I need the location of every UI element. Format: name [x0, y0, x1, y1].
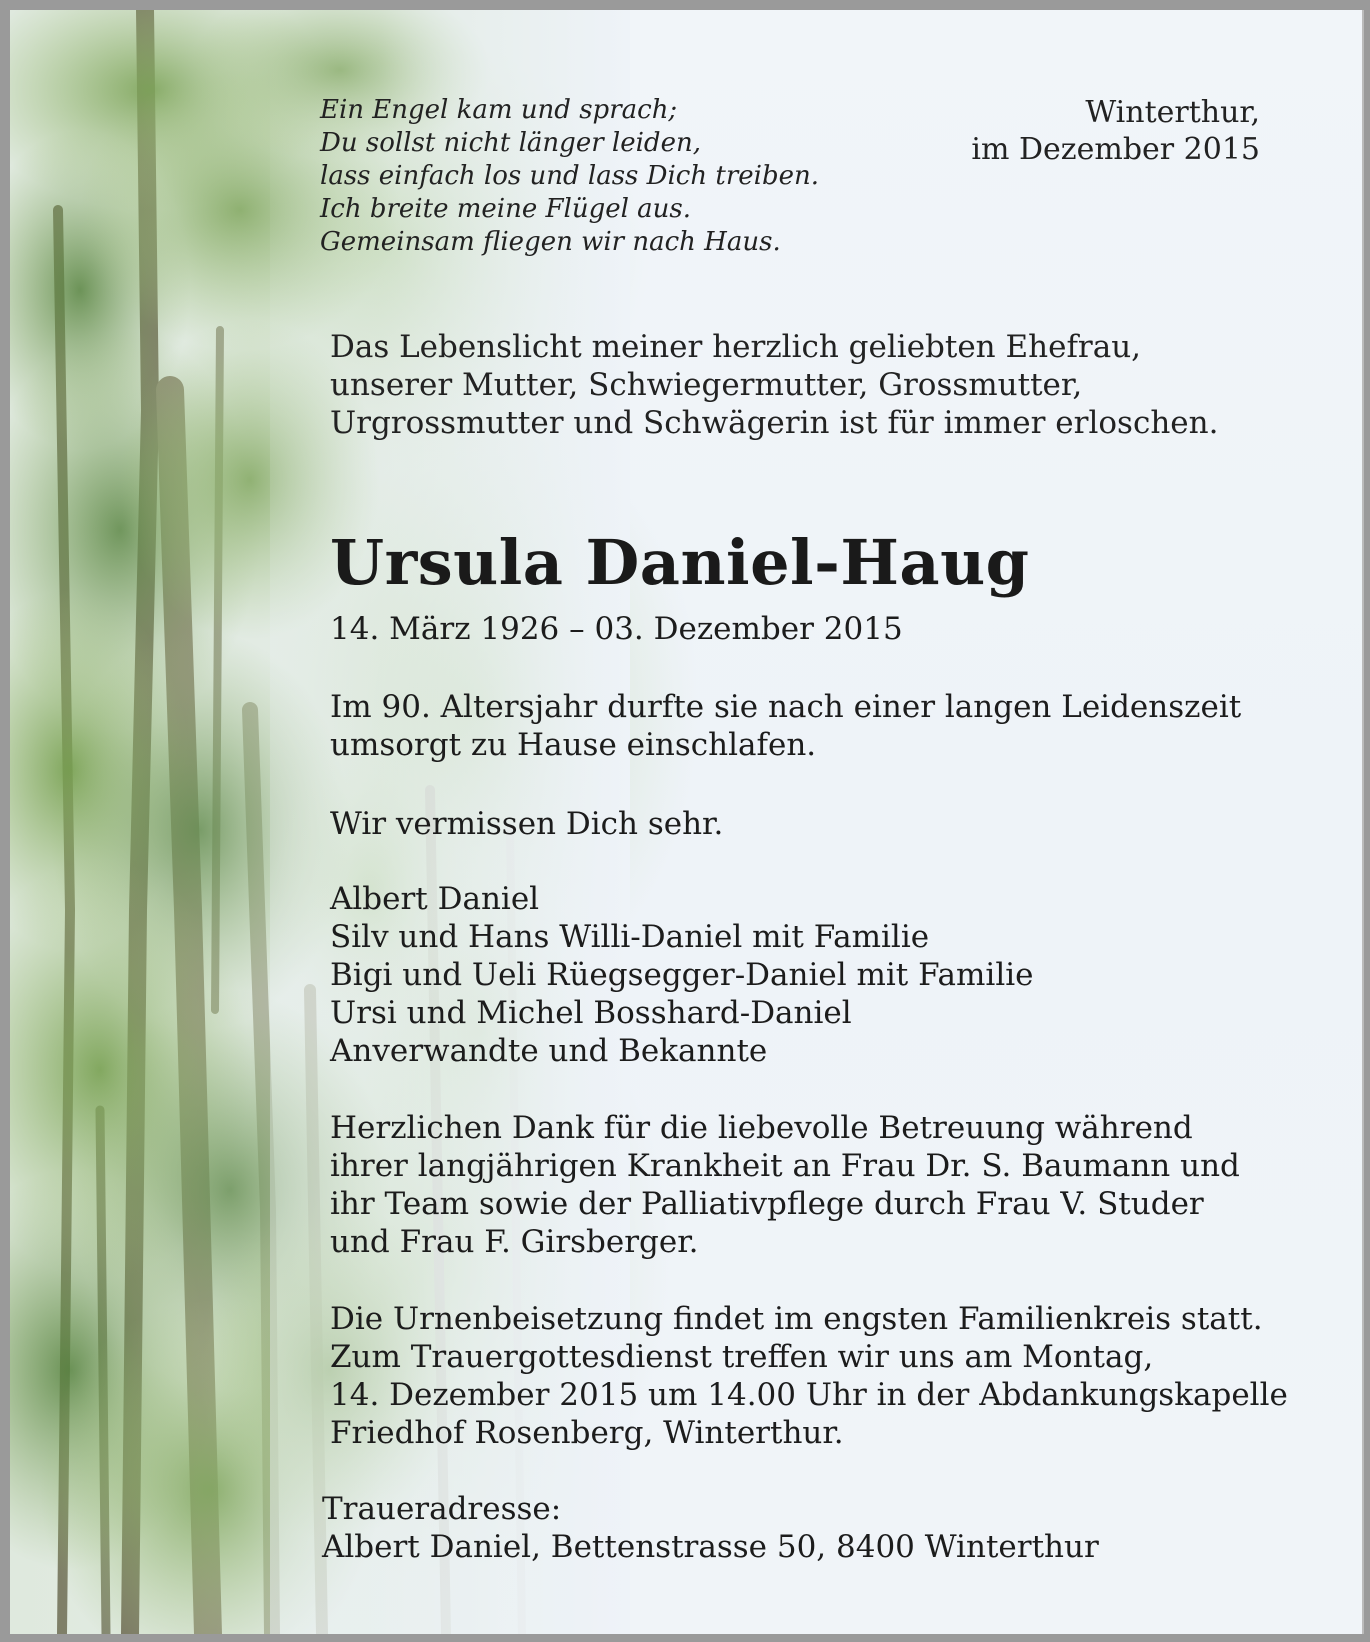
family-list: Albert Daniel Silv und Hans Willi-Daniel mit Familie Bigi und Ueli Rüegsegger-Daniel mit Familie Ursi und Michel Bosshard-Daniel Anverwandte und Bekannte — [330, 881, 1034, 1069]
deceased-name: Ursula Daniel-Haug — [330, 526, 1030, 599]
poem: Ein Engel kam und sprach; Du sollst nicht länger leiden, lass einfach los und lass Dich treiben. Ich breite meine Flügel aus. Gemeinsam fliegen wir nach Haus. — [320, 95, 820, 257]
miss-you-line: Wir vermissen Dich sehr. — [330, 806, 724, 842]
passing-paragraph: Im 90. Altersjahr durfte sie nach einer langen Leidenszeit umsorgt zu Hause einschlafen. — [330, 689, 1242, 763]
obituary-notice — [10, 10, 1364, 1634]
life-dates: 14. März 1926 – 03. Dezember 2015 — [330, 611, 903, 647]
place-and-date: Winterthur, im Dezember 2015 — [971, 95, 1260, 167]
mourning-address: Traueradresse: Albert Daniel, Bettenstrasse 50, 8400 Winterthur — [322, 1491, 1099, 1565]
thanks-paragraph: Herzlichen Dank für die liebevolle Betreuung während ihrer langjährigen Krankheit an Frau Dr. S. Baumann und ihr Team sowie der Palliativpflege durch Frau V. Studer und Frau F. Girsberger. — [330, 1110, 1240, 1260]
intro-paragraph: Das Lebenslicht meiner herzlich geliebten Ehefrau, unserer Mutter, Schwiegermutter, Grossmutter, Urgrossmutter und Schwägerin ist für immer erloschen. — [330, 329, 1219, 441]
ceremony-paragraph: Die Urnenbeisetzung findet im engsten Familienkreis statt. Zum Trauergottesdienst treffen wir uns am Montag, 14. Dezember 2015 um 14.00 Uhr in der Abdankungskapelle Friedhof Rosenberg, Winterthur. — [330, 1301, 1288, 1451]
